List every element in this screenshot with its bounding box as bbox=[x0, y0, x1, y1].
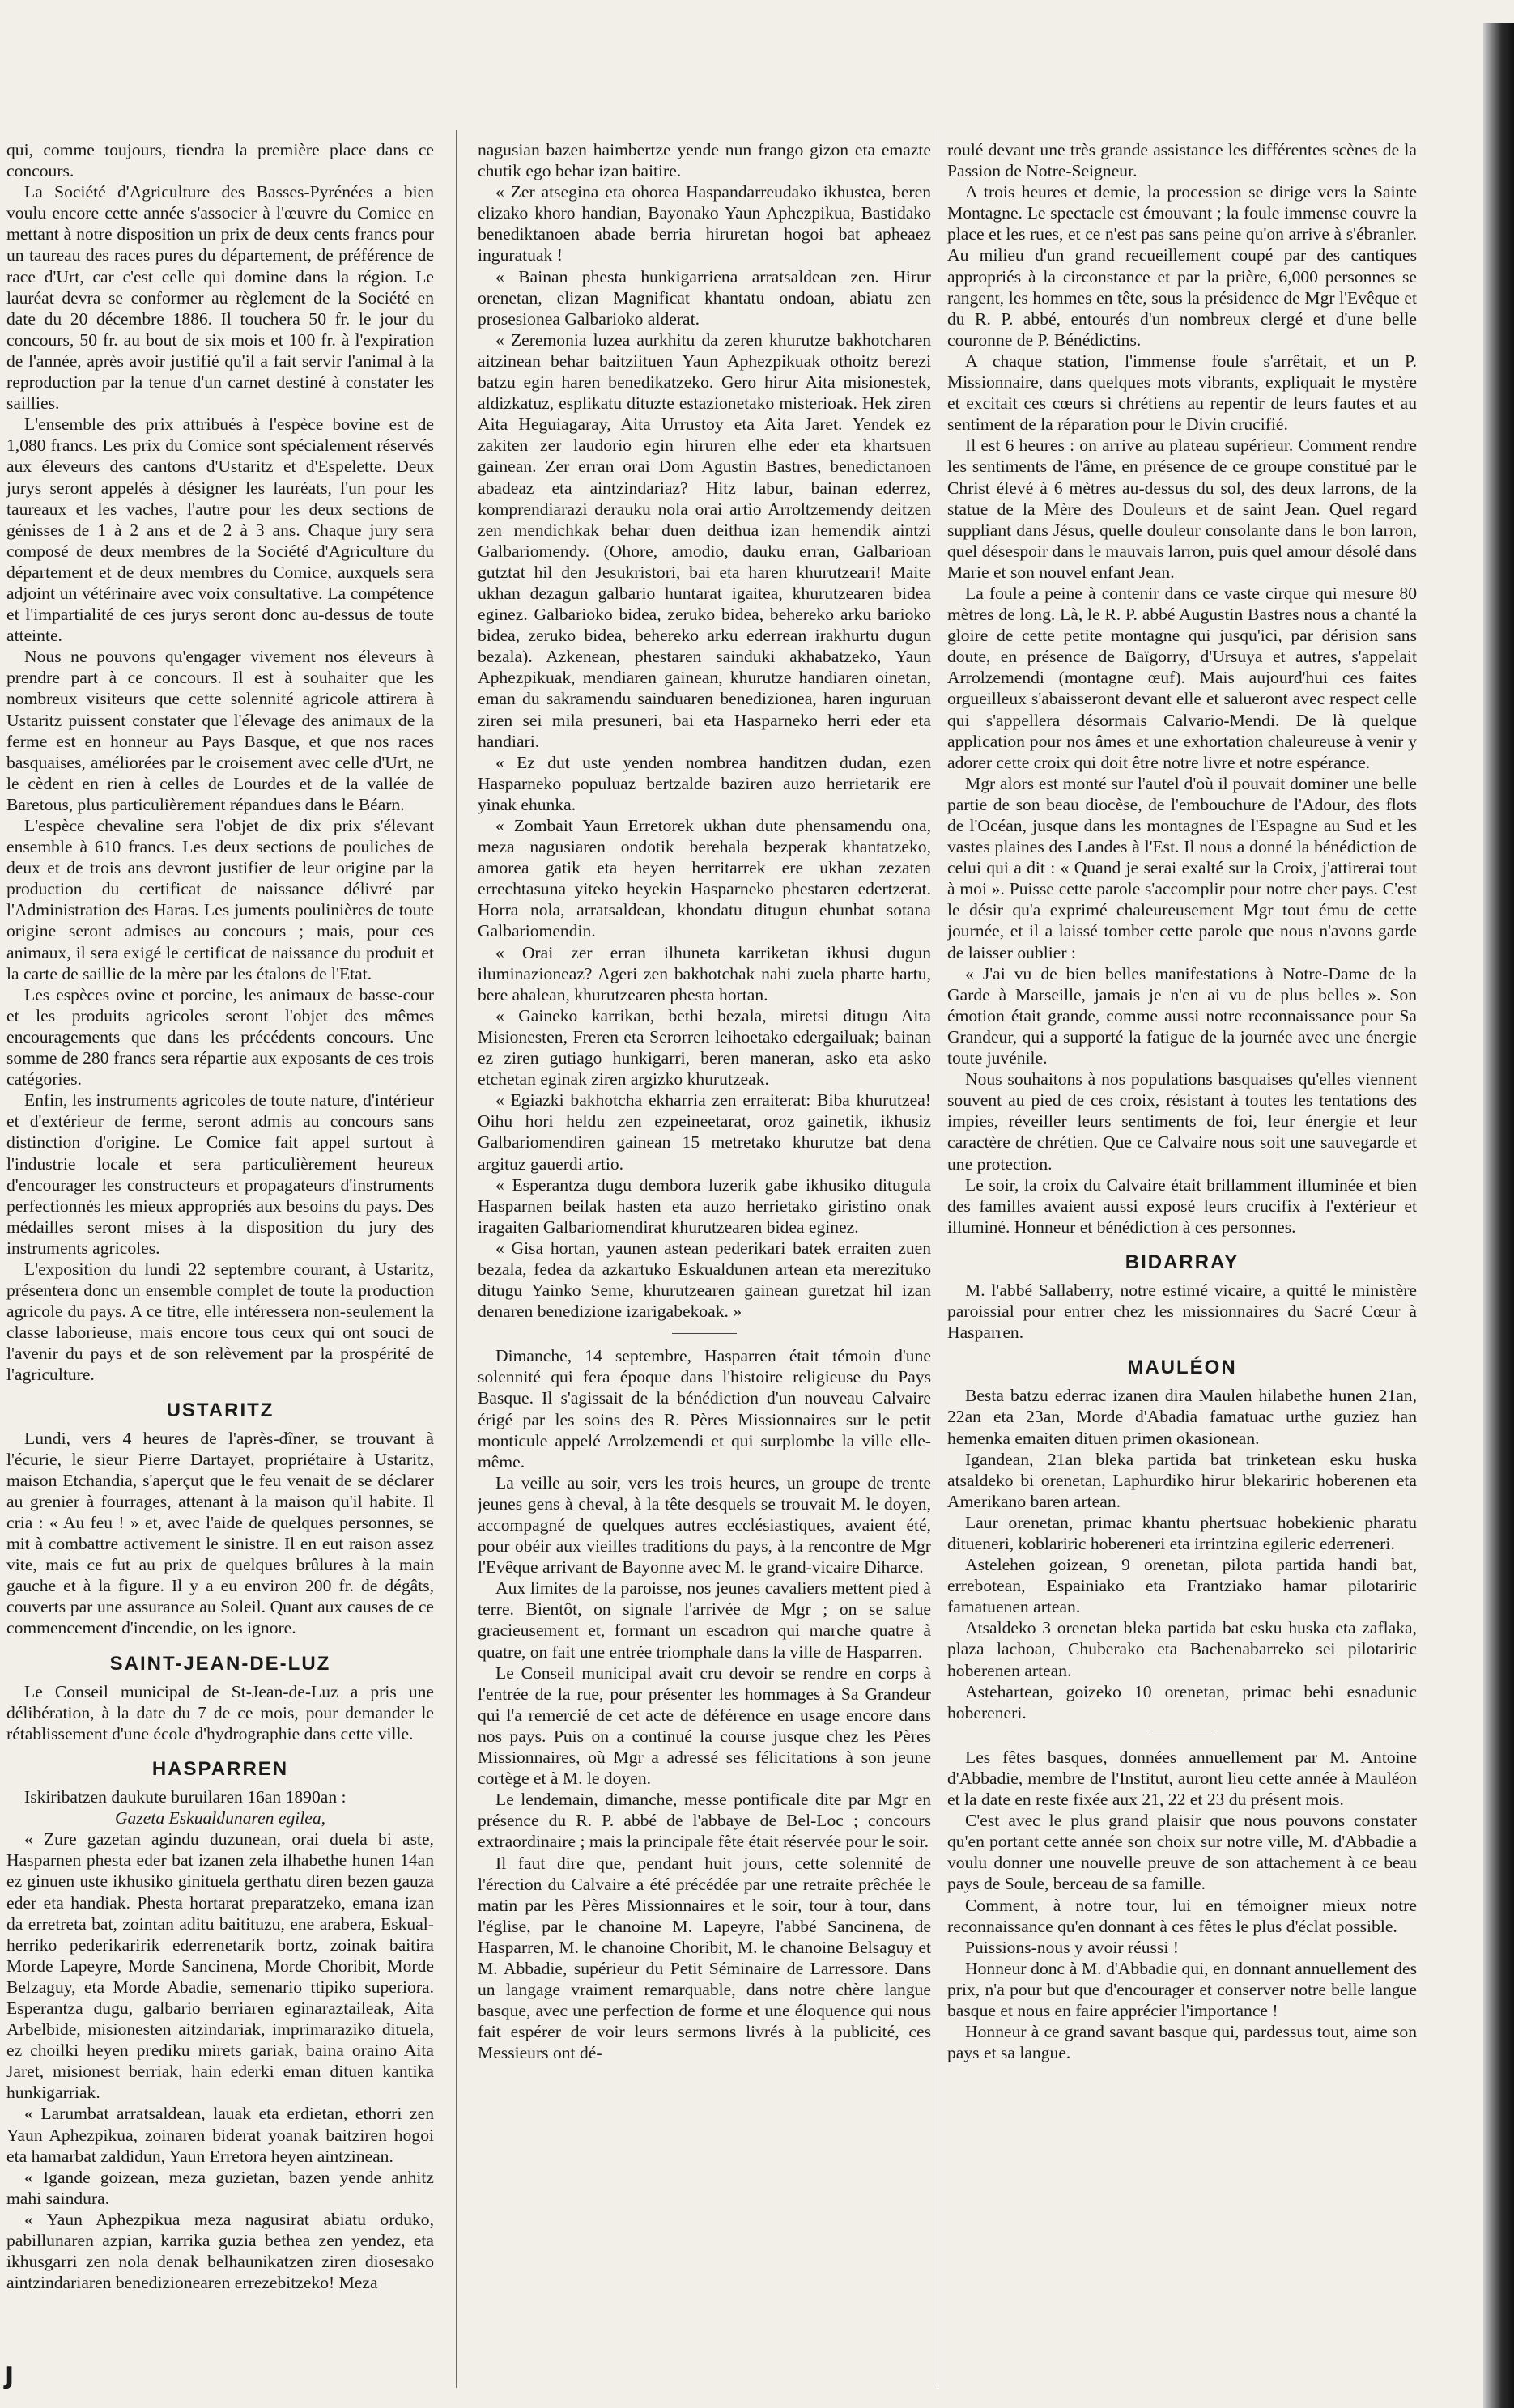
paragraph: roulé devant une très grande assistance les différentes scènes de la Passion de Notre-Seigneur. bbox=[947, 140, 1417, 181]
paragraph: « Orai zer erran ilhuneta karriketan ikhusi dugun iluminazioneaz? Ageri zen bakhotchak nahi zuela pharte hartu, bere ahalean, khurutzearen phesta hortan. bbox=[478, 942, 931, 1004]
paragraph: « J'ai vu de bien belles manifestations à Notre-Dame de la Garde à Marseille, jamais je n'en ai vu de plus belles ». Son émotion était grande, comme aussi notre reconnaissance pour Sa Grandeur, qui a supporté la fatigue de la journée avec une énergie toute juvénile. bbox=[947, 963, 1417, 1068]
paragraph: « Zeremonia luzea aurkhitu da zeren khurutze bakhotcharen aitzinean behar baitziituen Yaun Aphezpikuak othoitz berezi batzu egin haren benedikatzeko. Gero hirur Aita misionestek, aldizkatuz, esplikatu dituzte estazionetako misterioak. Hek ziren Aita Heguiagaray, Aita Urrustoy eta Aita Jaret. Yendek ez zakiten zer laudorio egin hiruren elhe eder eta khartsuen gainean. Zer erran orai Dom Agustin Bastres, benedictanoen abadeaz eta aintzindariaz? Hitz labur, bainan ederrez, komprendiarazi derauku nola orai artio Arroltzemendy deitzen zen mendichkak behar duen deithua izan hemendik aintzi Galbariomendy. (Ohore, amodio, dauku erran, Galbarioan gutztat hil den Jesukristori, bai eta haren khurutzeari! Maite ukhan dezagun galbario huntarat igaitea, khurutzearen bidea eginez. Galbarioko bidea, zeruko bidea, behereko arku barioko bidea, zeruko bidea, behereko arku ederrean irakhurtu dugun bezala). Azkenean, phestaren sainduki akhabatzeko, Yaun Aphezpikuak, mendiaren gainean, khurutze handiaren oinetan, eman du sakramendu sainduaren benedizionea, haren inguruan ziren sei mila presuneri, bai eta Hasparneko herri eder eta handiari. bbox=[478, 329, 931, 751]
paragraph: « Larumbat arratsaldean, lauak eta erdietan, ethorri zen Yaun Aphezpikua, zoinaren biderat yoanak baitziren hogoi eta hamarbat zaldidun, Yaun Erretora heyen aintzinean. bbox=[6, 2104, 434, 2166]
paragraph: La Société d'Agriculture des Basses-Pyrénées a bien voulu encore cette année s'associer à l'œuvre du Comice en mettant à notre disposition un prix de deux cents francs pour un taureau des races pures du département, de préférence de race d'Urt, car c'est celle qui domine dans la région. Le lauréat devra se conformer au règlement de la Société en date du 20 décembre 1886. Il touchera 50 fr. le jour du concours, 50 fr. au bout de six mois et 100 fr. à l'expiration de l'année, après avoir justifié qu'il a fait servir l'animal à la reproduction par la tenue d'un carnet destiné à constater les saillies. bbox=[6, 182, 434, 414]
paragraph: « Egiazki bakhotcha ekharria zen erraiterat: Biba khurutzea! Oihu hori heldu zen ezpeineetarat, oroz gainetik, ikhusiz Galbariomendiren gainean 15 metretako khurutze bat dena argituz gauerdi artio. bbox=[478, 1090, 931, 1174]
paragraph: Aux limites de la paroisse, nos jeunes cavaliers mettent pied à terre. Bientôt, on signale l'arrivée de Mgr ; on se salue gracieusement et, formant un escadron qui marche quatre à quatre, on fait une entrée triomphale dans la ville de Hasparren. bbox=[478, 1578, 931, 1662]
paragraph: Comment, à notre tour, lui en témoigner mieux notre reconnaissance qu'en donnant à ces fêtes le plus d'éclat possible. bbox=[947, 1895, 1417, 1936]
paragraph: Astehartean, goizeko 10 orenetan, primac behi esnadunic hobereneri. bbox=[947, 1681, 1417, 1722]
paragraph: Le Conseil municipal de St-Jean-de-Luz a pris une délibération, à la date du 7 de ce mois, pour demander le rétablissement d'une école d'hydrographie dans cette ville. bbox=[6, 1681, 434, 1743]
paragraph: « Bainan phesta hunkigarriena arratsaldean zen. Hirur orenetan, elizan Magnificat khantatu ondoan, abiatu zen prosesionea Galbarioko alderat. bbox=[478, 266, 931, 329]
paragraph: A chaque station, l'immense foule s'arrêtait, et un P. Missionnaire, dans quelques mots vibrants, expliquait le mystère et excitait ces cœurs si chrétiens au repentir de leurs fautes et au sentiment de la réparation pour le Divin crucifié. bbox=[947, 350, 1417, 435]
section-heading-bidarray: BIDARRAY bbox=[1125, 1251, 1240, 1273]
paragraph: « Ez dut uste yenden nombrea handitzen dudan, ezen Hasparneko populuaz bertzalde baziren auzo herrietarik ere yinak ehunka. bbox=[478, 752, 931, 814]
paragraph: Il faut dire que, pendant huit jours, cette solennité de l'érection du Calvaire a été précédée par une retraite prêchée le matin par les Pères Missionnaires et le soir, tour à tour, dans l'église, par le chanoine M. Lapeyre, l'abbé Sancinena, de Hasparren, M. le chanoine Choribit, M. le chanoine Belsaguy et M. Abbadie, supérieur du Petit Séminaire de Larressore. Dans un langage vraiment remarquable, dans notre chère langue basque, avec une perfection de forme et une éloquence qui nous fait espérer de voir leurs sermons livrés à la publicité, ces Messieurs ont dé- bbox=[478, 1853, 931, 2063]
paragraph: Iskiribatzen daukute buruilaren 16an 1890an : bbox=[24, 1787, 347, 1807]
paragraph: Le lendemain, dimanche, messe pontificale dite par Mgr en présence du R. P. abbé de l'abbaye de Bel-Loc ; concours extraordinaire ; mais la principale fête était réservée pour le soir. bbox=[478, 1790, 931, 1852]
column-2 bbox=[478, 139, 931, 2389]
paragraph: « Zombait Yaun Erretorek ukhan dute phensamendu ona, meza nagusiaren ondotik berehala bezperak khantatzeko, amorea gatik eta heyen herritarrek ere ukhan zezaten errechtasuna yiteko heyekin Hasparneko phestaren edertzerat. Horra nola, arratsaldean, khondatu ditugun ehunbat sotana Galbariomendin. bbox=[478, 816, 931, 941]
paragraph: Honneur donc à M. d'Abbadie qui, en donnant annuellement des prix, n'a pour but que d'encourager et conserver notre belle langue basque et nous en faire apprécier l'importance ! bbox=[947, 1958, 1417, 2020]
paragraph: Honneur à ce grand savant basque qui, pardessus tout, aime son pays et sa langue. bbox=[947, 2022, 1417, 2063]
paragraph: Les fêtes basques, données annuellement par M. Antoine d'Abbadie, membre de l'Institut, auront lieu cette année à Mauléon et la date en reste fixée aux 21, 22 et 23 du présent mois. bbox=[947, 1747, 1417, 1810]
page-edge-shadow bbox=[1483, 23, 1514, 2408]
paragraph: nagusian bazen haimbertze yende nun frango gizon eta emazte chutik ego behar izan baitire. bbox=[478, 140, 931, 181]
paragraph: L'exposition du lundi 22 septembre courant, à Ustaritz, présentera donc un ensemble complet de toute la production agricole du pays. A ce titre, elle intéressera non-seulement la classe laborieuse, mais encore tous ceux qui ont souci de l'avenir du pays et de son relèvement par la prospérité de l'agriculture. bbox=[6, 1259, 434, 1385]
paragraph: Atsaldeko 3 orenetan bleka partida bat esku huska eta zaflaka, plaza lachoan, Chuberako eta Bachenabarreko sei pilotariric hoberenen artean. bbox=[947, 1618, 1417, 1680]
letter-salutation: Gazeta Eskualdunaren egilea, bbox=[114, 1808, 326, 1828]
column-1 bbox=[6, 139, 434, 2389]
paragraph: L'espèce chevaline sera l'objet de dix prix s'élevant ensemble à 610 francs. Les deux sections de pouliches de deux et de trois ans devront justifier de leur origine par la production du certificat de naissance délivré par l'Administration des Haras. Les juments poulinières de toute origine seront admises au concours ; mais, pour ces animaux, il sera exigé le certificat de naissance du produit et la carte de saillie de la mère par les étalons de l'Etat. bbox=[6, 816, 434, 983]
paragraph: C'est avec le plus grand plaisir que nous pouvons constater qu'en portant cette année son choix sur notre ville, M. d'Abbadie a voulu donner une nouvelle preuve de son attachement à ce beau pays de Soule, berceau de sa famille. bbox=[947, 1811, 1417, 1894]
paragraph: A trois heures et demie, la procession se dirige vers la Sainte Montagne. Le spectacle est émouvant ; la foule immense couvre la place et les rues, et ce n'est pas sans peine qu'on arrive à s'ébranler. Au milieu d'un grand recueillement coupé par des cantiques appropriés à la circonstance et par la prière, 6,000 personnes se rangent, les hommes en tête, sous la présidence de Mgr l'Evêque et du R. P. abbé, entourés d'un nombreux clergé et d'une belle couronne de P. Bénédictins. bbox=[947, 182, 1417, 350]
section-heading-saint-jean-de-luz: SAINT-JEAN-DE-LUZ bbox=[109, 1652, 331, 1675]
paragraph: Le Conseil municipal avait cru devoir se rendre en corps à l'entrée de la rue, pour présenter les hommages à Sa Grandeur qui l'a remercié de cet acte de déférence en usage encore dans nos pays. Puis on a continué la course jusque chez les Pères Missionnaires, où Mgr a adressé ses félicitations à son jeune cortège et à M. le doyen. bbox=[478, 1663, 931, 1789]
paragraph: L'ensemble des prix attribués à l'espèce bovine est de 1,080 francs. Les prix du Comice sont spécialement réservés aux éleveurs des cantons d'Ustaritz et d'Espelette. Deux jurys seront appelés à désigner les lauréats, l'un pour les taureaux et les vaches, l'autre pour les deux sections de génisses de 1 à 2 ans et de 2 à 3 ans. Chaque jury sera composé de deux membres de la Société d'Agriculture du département et de deux membres du Comice, auxquels sera adjoint un vétérinaire avec voix consultative. La compétence et l'impartialité de ces jurys seront donc au-dessus de toute atteinte. bbox=[6, 414, 434, 646]
paragraph: « Igande goizean, meza guzietan, bazen yende anhitz mahi saindura. bbox=[6, 2167, 434, 2208]
paragraph: « Esperantza dugu dembora luzerik gabe ikhusiko ditugula Hasparnen beilak hasten eta auzo herrietako giristino onak iragaiten Galbariomendirat khurutzearen bidea eginez. bbox=[478, 1174, 931, 1237]
section-heading-mauleon: MAULÉON bbox=[1127, 1357, 1237, 1379]
page-corner-mark: J bbox=[5, 2362, 15, 2390]
paragraph: qui, comme toujours, tiendra la première place dans ce concours. bbox=[6, 140, 434, 181]
paragraph: « Gisa hortan, yaunen astean pederikari batek erraiten zuen bezala, fedea da azkartuko Eskualdunen artean eta merezituko ditugu Yainko Seme, khurutzearen gainean guretzat hil izan denaren benedizione izarigabekoak. » bbox=[478, 1238, 931, 1322]
paragraph: Nous souhaitons à nos populations basquaises qu'elles viennent souvent au pied de ces croix, résistant à toutes les tentations des impies, réveiller leurs sentiments de foi, leur énergie et leur caractère de chrétien. Que ce Calvaire nous soit une sauvegarde et une protection. bbox=[947, 1069, 1417, 1174]
paragraph: Mgr alors est monté sur l'autel d'où il pouvait dominer une belle partie de son beau diocèse, de l'embouchure de l'Adour, des flots de l'Océan, jusque dans les montagnes de l'Espagne au Sud et les vastes plaines des Landes à l'Est. Il nous a donné la bénédiction de celui qui a dit : « Quand je serai exalté sur la Croix, j'attirerai tout à moi ». Puisse cette parole s'accomplir pour notre cher pays. C'est le désir qu'a exprimé chaleureusement Mgr tout ému de cette journée, et il a laissé tomber cette parole que nous n'avons garde de laisser oublier : bbox=[947, 773, 1417, 962]
section-heading-ustaritz: USTARITZ bbox=[166, 1399, 274, 1421]
paragraph: « Zure gazetan agindu duzunean, orai duela bi aste, Hasparnen phesta eder bat izanen zela ilhabethe hunen 14an ez ginuen uste ikhusiko ginituela gerthatu diren bezen gauza eder eta handiak. Phesta hortarat preparatzeko, emana izan da erretreta bat, zointan aditu baitituzu, ene arabera, Eskual-herriko pederikaririk ederrenetarik bortz, zoinak baitira Morde Lapeyre, Morde Sancinena, Morde Choribit, Morde Belzaguy, eta Morde Abadie, semenario ttipiko superiora. Esperantza dugu, galbario berriaren eginaraztaileak, Aita Arbelbide, misionesten aitzindariak, imprimaraziko dituela, ez choilki heyen prediku mirets gariak, baina oraino Aita Jaret, misionest berriak, hain ederki eman dituen kantika hunkigarriak. bbox=[6, 1829, 434, 2103]
paragraph: Lundi, vers 4 heures de l'après-dîner, se trouvant à l'écurie, le sieur Pierre Dartayet, propriétaire à Ustaritz, maison Etchandia, s'aperçut que le feu venait de se déclarer au grenier à fourrages, attenant à la maison qu'il habite. Il cria : « Au feu ! » et, avec l'aide de quelques personnes, se mit à combattre activement le sinistre. Il en eut raison assez vite, mais ce fut au prix de quelques brûlures à la main gauche et à la figure. Il y a eu environ 200 fr. de dégâts, couverts par une assurance au Soleil. Quant aux causes de ce commencement d'incendie, on les ignore. bbox=[6, 1428, 434, 1638]
paragraph: Besta batzu ederrac izanen dira Maulen hilabethe hunen 21an, 22an eta 23an, Morde d'Abadia famatuac urthe guziez han hemenka emaiten dituen primen okasionean. bbox=[947, 1386, 1417, 1448]
paragraph: « Yaun Aphezpikua meza nagusirat abiatu orduko, pabillunaren azpian, karrika guzia bethea zen yendez, eta ikhusgarri zen nola denak belhaunikatzen ziren diosesako aintzindariaren benedizionearen errezebitzeko! Meza bbox=[6, 2209, 434, 2293]
paragraph: Enfin, les instruments agricoles de toute nature, d'intérieur et d'extérieur de ferme, seront admis au concours sans distinction d'origine. Le Comice fait appel surtout à l'industrie locale et sera particulièrement heureux d'encourager les constructeurs et propagateurs d'instruments perfectionnés les mieux appropriés aux besoins du pays. Des médailles seront mises à la disposition du jury des instruments agricoles. bbox=[6, 1090, 434, 1258]
paragraph: Le soir, la croix du Calvaire était brillamment illuminée et bien des familles avaient aussi exposé leurs crucifix à l'extérieur et illuminé. Honneur et bénédiction à ces personnes. bbox=[947, 1174, 1417, 1237]
paragraph: « Zer atsegina eta ohorea Haspandarreudako ikhustea, beren elizako khoro handian, Bayonako Yaun Aphezpikua, Bastidako benediktanoen abade berria hiruretan hogoi bat apheaez inguratuak ! bbox=[478, 182, 931, 265]
paragraph: La foule a peine à contenir dans ce vaste cirque qui mesure 80 mètres de long. Là, le R. P. abbé Augustin Bastres nous a chanté la gloire de cette petite montagne qui jusqu'ici, par dérision sans doute, en présence de Baïgorry, d'Ursuya et autres, s'appelait Arrolzemendi (montagne œuf). Mais aujourd'hui ces faites orgueilleux s'abaisseront devant elle et salueront avec respect celle qui s'appellera désormais Calvario-Mendi. De là quelque application pour nos âmes et une exhortation chaleureuse à venir y adorer cette croix qui doit être notre livre et notre espérance. bbox=[947, 583, 1417, 772]
paragraph: Nous ne pouvons qu'engager vivement nos éleveurs à prendre part à ce concours. Il est à souhaiter que les nombreux visiteurs que cette solennité agricole attirera à Ustaritz puissent constater que l'élevage des animaux de la ferme est en honneur au Pays Basque, et que nos races basquaises, améliorées par le croisement avec celle d'Urt, ne le cèdent en rien à celles de Lourdes et de la vallée de Baretous, plus particulièrement répandues dans le Béarn. bbox=[6, 647, 434, 814]
paragraph: Igandean, 21an bleka partida bat trinketean esku huska atsaldeko bi orenetan, Laphurdiko hirur blekariric hoberenen eta Amerikano baren artean. bbox=[947, 1449, 1417, 1511]
paragraph: Puissions-nous y avoir réussi ! bbox=[965, 1937, 1179, 1957]
section-heading-hasparren: HASPARREN bbox=[151, 1757, 289, 1780]
column-3 bbox=[947, 139, 1417, 2389]
paragraph: « Gaineko karrikan, bethi bezala, miretsi ditugu Aita Misionesten, Freren eta Serorren leihoetako edergailuak; bainan ez ziren gutiago hunkigarri, beren maneran, asko eta asko etchetan eginak ziren argizko khurutzeak. bbox=[478, 1005, 931, 1089]
paragraph: Laur orenetan, primac khantu phertsuac hobekienic pharatu ditueneri, koblariric hobereneri eta irrintzina egileric ederreneri. bbox=[947, 1512, 1417, 1553]
separator-rule bbox=[672, 1333, 737, 1334]
column-rule-1 bbox=[456, 130, 457, 2388]
paragraph: La veille au soir, vers les trois heures, un groupe de trente jeunes gens à cheval, à la tête desquels se trouvait M. le doyen, accompagné de quelques autres ecclésiastiques, avaient été, pour obéir aux vieilles traditions du pays, à la rencontre de Mgr l'Evêque arrivant de Bayonne avec M. le grand-vicaire Diharce. bbox=[478, 1472, 931, 1578]
paragraph: Il est 6 heures : on arrive au plateau supérieur. Comment rendre les sentiments de l'âme, en présence de ce groupe constitué par le Christ élevé à 6 mètres au-dessus du sol, des deux larrons, de la statue de la Mère des Douleurs et de saint Jean. Quel regard suppliant dans Jésus, quelle douleur consolante dans le bon larron, quel désespoir dans le mauvais larron, puis quel amour désolé dans Marie et son nouvel enfant Jean. bbox=[947, 435, 1417, 582]
paragraph: Les espèces ovine et porcine, les animaux de basse-cour et les produits agricoles seront l'objet des mêmes encouragements que dans les précédents concours. Une somme de 280 francs sera répartie aux exposants de ces trois catégories. bbox=[6, 984, 434, 1089]
paragraph: M. l'abbé Sallaberry, notre estimé vicaire, a quitté le ministère paroissial pour entrer chez les missionnaires du Sacré Cœur à Hasparren. bbox=[947, 1280, 1417, 1343]
paragraph: Astelehen goizean, 9 orenetan, pilota partida handi bat, errebotean, Espainiako eta Frantziako hamar pilotariric famatuenen artean. bbox=[947, 1555, 1417, 1617]
paragraph: Dimanche, 14 septembre, Hasparren était témoin d'une solennité qui fera époque dans l'histoire religieuse du Pays Basque. Il s'agissait de la bénédiction d'un nouveau Calvaire érigé par les soins des R. Pères Missionnaires sur le petit monticule appelé Arrolzemendi et qui surplombe la ville elle-même. bbox=[478, 1346, 931, 1472]
